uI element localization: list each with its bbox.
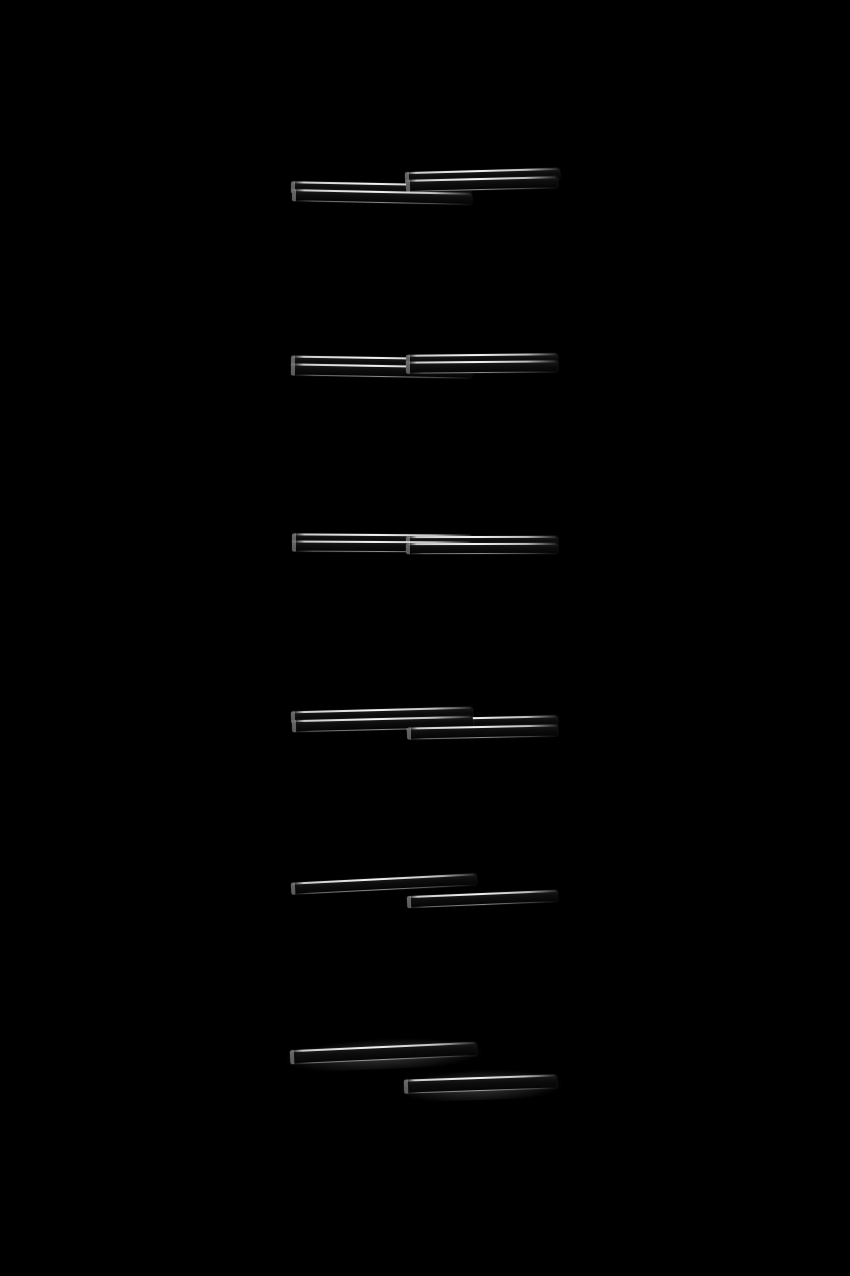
bar-5b [407, 890, 558, 908]
bar-end-cap [292, 189, 296, 201]
bar-highlight-top [408, 536, 557, 538]
bar-highlight-bottom [409, 371, 553, 373]
bar-highlight-bottom [409, 553, 553, 554]
bar-end-cap [406, 543, 410, 554]
bar-end-cap [407, 896, 411, 908]
bar-2d [406, 360, 558, 373]
bar-5a [291, 873, 477, 894]
bar-highlight-top [408, 543, 557, 545]
bar-3d [406, 543, 558, 554]
bar-end-cap [292, 720, 296, 732]
bar-end-cap [291, 363, 295, 375]
bar-1c [406, 176, 558, 192]
bar-end-cap [292, 541, 296, 552]
bar-body [406, 544, 558, 553]
bar-6a [290, 1042, 477, 1064]
bar-end-cap [406, 362, 410, 374]
bar-end-cap [406, 180, 410, 192]
bar-1d [292, 189, 472, 205]
bar-4d [407, 724, 558, 739]
bar-end-cap [407, 727, 411, 739]
bar-end-cap [291, 883, 296, 895]
bar-end-cap [290, 1050, 295, 1064]
bar-end-cap [404, 1080, 408, 1094]
bar-6b [404, 1074, 557, 1093]
